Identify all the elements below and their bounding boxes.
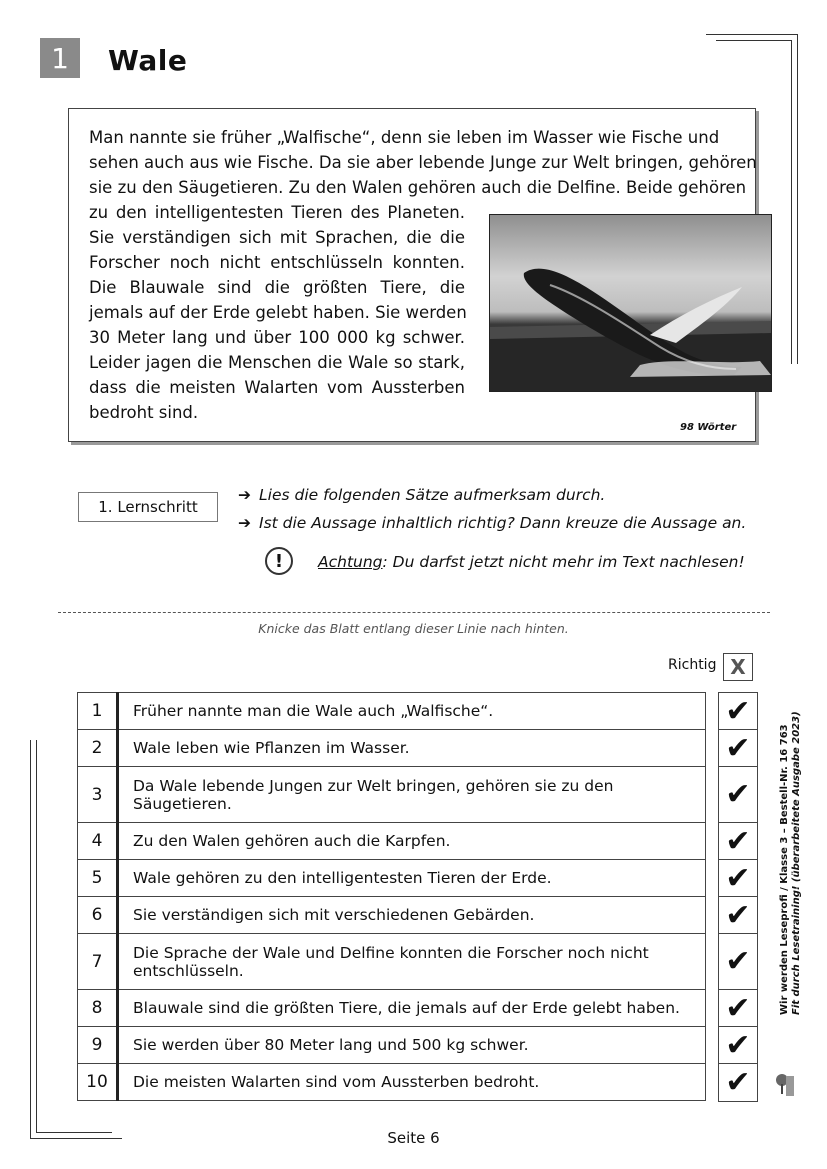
- arrow-right-icon: ➔: [238, 486, 251, 504]
- corner-line: [716, 40, 792, 41]
- fold-line: [58, 612, 770, 613]
- check-mark-icon[interactable]: ✔: [719, 897, 757, 934]
- check-mark-icon[interactable]: ✔: [719, 693, 757, 730]
- table-row: [78, 934, 706, 990]
- story-line: dass die meisten Walarten vom Aussterben: [89, 378, 465, 397]
- word-count: 98 Wörter: [680, 422, 737, 433]
- chapter-number: 1: [40, 38, 80, 78]
- story-line: Forscher noch nicht entschlüsseln konnten.: [89, 253, 465, 272]
- story-line: Man nannte sie früher „Walfische“, denn sie leben im Wasser wie Fische und: [89, 128, 720, 147]
- story-line: Sie verständigen sich mit Sprachen, die die: [89, 228, 465, 247]
- row-statement: Da Wale lebende Jungen zur Welt bringen, gehören sie zu den Säugetieren.: [118, 767, 706, 823]
- page-number: Seite 6: [387, 1129, 440, 1147]
- row-number: 8: [78, 990, 118, 1027]
- corner-line: [706, 34, 798, 35]
- side-info-line-2: Fit durch Lesetraining! (überarbeitete Ausgabe 2023): [791, 711, 802, 1015]
- row-number: 7: [78, 934, 118, 990]
- table-row: [78, 823, 706, 860]
- step-label: 1. Lernschritt: [78, 492, 218, 522]
- arrow-right-icon: ➔: [238, 514, 251, 532]
- check-mark-icon[interactable]: ✔: [719, 823, 757, 860]
- fold-note: Knicke das Blatt entlang dieser Linie nach hinten.: [258, 621, 569, 636]
- row-number: 9: [78, 1027, 118, 1064]
- instruction-1: ➔ Lies die folgenden Sätze aufmerksam durch.: [238, 486, 606, 504]
- table-row: [78, 860, 706, 897]
- corner-line: [797, 34, 798, 364]
- whale-photo: [489, 214, 772, 392]
- row-number: 1: [78, 693, 118, 730]
- row-number: 10: [78, 1064, 118, 1101]
- check-mark-icon[interactable]: ✔: [719, 1027, 757, 1064]
- row-number: 6: [78, 897, 118, 934]
- check-mark-icon[interactable]: ✔: [719, 767, 757, 823]
- row-number: 2: [78, 730, 118, 767]
- row-statement: Sie werden über 80 Meter lang und 500 kg schwer.: [118, 1027, 706, 1064]
- story-line: 30 Meter lang und über 100 000 kg schwer.: [89, 328, 465, 347]
- story-line: Die Blauwale sind die größten Tiere, die: [89, 278, 465, 297]
- row-statement: Wale gehören zu den intelligentesten Tieren der Erde.: [118, 860, 706, 897]
- row-number: 4: [78, 823, 118, 860]
- table-row: [78, 693, 706, 730]
- statement-table: [77, 692, 706, 1101]
- row-statement: Blauwale sind die größten Tiere, die jemals auf der Erde gelebt haben.: [118, 990, 706, 1027]
- story-line: sehen auch aus wie Fische. Da sie aber lebende Junge zur Welt bringen, gehören: [89, 153, 757, 172]
- check-mark-icon[interactable]: ✔: [725, 1065, 751, 1100]
- corner-line: [791, 40, 792, 364]
- instruction-2: ➔ Ist die Aussage inhaltlich richtig? Dann kreuze die Aussage an.: [238, 514, 747, 532]
- row-statement: Früher nannte man die Wale auch „Walfische“.: [118, 693, 706, 730]
- table-row: [78, 897, 706, 934]
- row-number: 3: [78, 767, 118, 823]
- table-row: [78, 730, 706, 767]
- table-row: [78, 1064, 706, 1101]
- richtig-mark: X: [723, 653, 753, 681]
- richtig-label: Richtig: [668, 657, 717, 673]
- table-row: [78, 767, 706, 823]
- row-statement: Sie verständigen sich mit verschiedenen Gebärden.: [118, 897, 706, 934]
- row-statement: Die Sprache der Wale und Delfine konnten die Forscher noch nicht entschlüsseln.: [118, 934, 706, 990]
- check-mark-icon[interactable]: ✔: [719, 934, 757, 990]
- row-number: 5: [78, 860, 118, 897]
- row-statement: Wale leben wie Pflanzen im Wasser.: [118, 730, 706, 767]
- publisher-logo-icon: [774, 1072, 796, 1098]
- corner-line: [30, 740, 31, 1138]
- exclamation-icon: !: [265, 547, 293, 575]
- table-row: [78, 990, 706, 1027]
- warning-text: Achtung: Du darfst jetzt nicht mehr im Text nachlesen!: [318, 553, 745, 571]
- page-title: Wale: [108, 44, 188, 77]
- side-info-line-1: Wir werden Leseprofi / Klasse 3 – Bestell-Nr. 16 763: [779, 724, 790, 1015]
- story-line: sie zu den Säugetieren. Zu den Walen gehören auch die Delfine. Beide gehören: [89, 178, 747, 197]
- row-statement: Zu den Walen gehören auch die Karpfen.: [118, 823, 706, 860]
- whale-icon: [490, 215, 771, 391]
- check-mark-icon[interactable]: ✔: [719, 990, 757, 1027]
- story-line: zu den intelligentesten Tieren des Planeten.: [89, 203, 465, 222]
- row-statement: Die meisten Walarten sind vom Aussterben bedroht.: [118, 1064, 706, 1101]
- story-line: jemals auf der Erde gelebt haben. Sie werden: [89, 303, 467, 322]
- table-row: [78, 1027, 706, 1064]
- story-line: Leider jagen die Menschen die Wale so stark,: [89, 353, 465, 372]
- check-mark-icon[interactable]: ✔: [719, 730, 757, 767]
- answer-column: [718, 692, 758, 1102]
- story-line: bedroht sind.: [89, 403, 199, 422]
- check-mark-icon[interactable]: ✔: [719, 860, 757, 897]
- corner-line: [36, 740, 37, 1132]
